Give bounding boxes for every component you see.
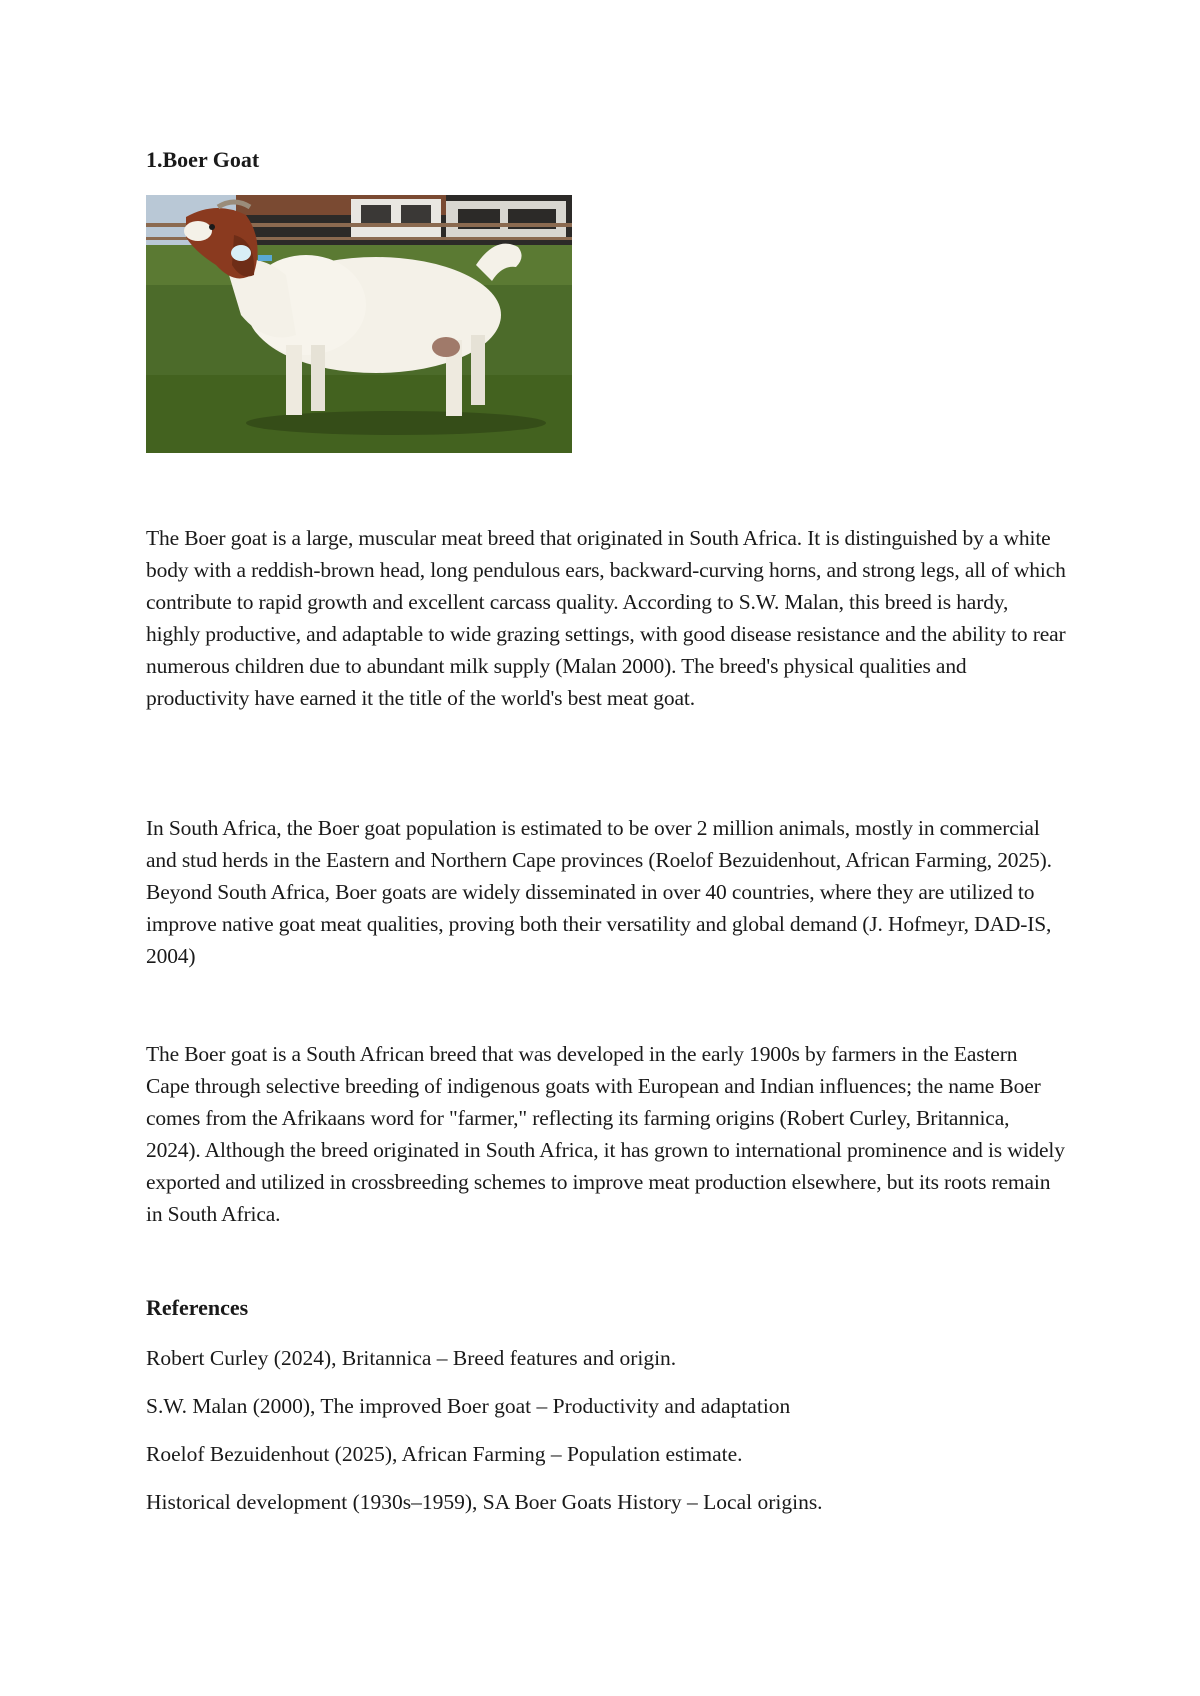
reference-item: Robert Curley (2024), Britannica – Breed features and origin. xyxy=(146,1346,677,1370)
reference-item: S.W. Malan (2000), The improved Boer goat – Productivity and adaptation xyxy=(146,1394,791,1418)
paragraph-description: The Boer goat is a large, muscular meat breed that originated in South Africa. It is distinguished by a white body with a reddish-brown head, long pendulous ears, backward-curving horns, and strong legs, all of which contribute to rapid growth and excellent carcass quality. According to S.W. Malan, this breed is hardy, highly productive, and adaptable to wide grazing settings, with good disease resistance and the ability to rear numerous children due to abundant milk supply (Malan 2000). The breed's physical qualities and productivity have earned it the title of the world's best meat goat. xyxy=(146,526,1066,710)
boer-goat-photo xyxy=(146,195,572,453)
references-heading: References xyxy=(146,1295,249,1320)
reference-item: Roelof Bezuidenhout (2025), African Farming – Population estimate. xyxy=(146,1442,743,1466)
references-list xyxy=(146,1343,823,1535)
paragraph-history: The Boer goat is a South African breed that was developed in the early 1900s by farmers in the Eastern Cape through selective breeding of indigenous goats with European and Indian influences; the name Boer comes from the Afrikaans word for "farmer," reflecting its farming origins (Robert Curley, Britannica, 2024). Although the breed originated in South Africa, it has grown to international prominence and is widely exported and utilized in crossbreeding schemes to improve meat production elsewhere, but its roots remain in South Africa. xyxy=(146,1042,1065,1226)
reference-item: Historical development (1930s–1959), SA Boer Goats History – Local origins. xyxy=(146,1490,823,1514)
paragraph-population: In South Africa, the Boer goat population is estimated to be over 2 million animals, mostly in commercial and stud herds in the Eastern and Northern Cape provinces (Roelof Bezuidenhout, African Farming, 2025). Beyond South Africa, Boer goats are widely disseminated in over 40 countries, where they are utilized to improve native goat meat qualities, proving both their versatility and global demand (J. Hofmeyr, DAD-IS, 2004) xyxy=(146,816,1052,968)
document-title: 1.Boer Goat xyxy=(146,147,260,172)
